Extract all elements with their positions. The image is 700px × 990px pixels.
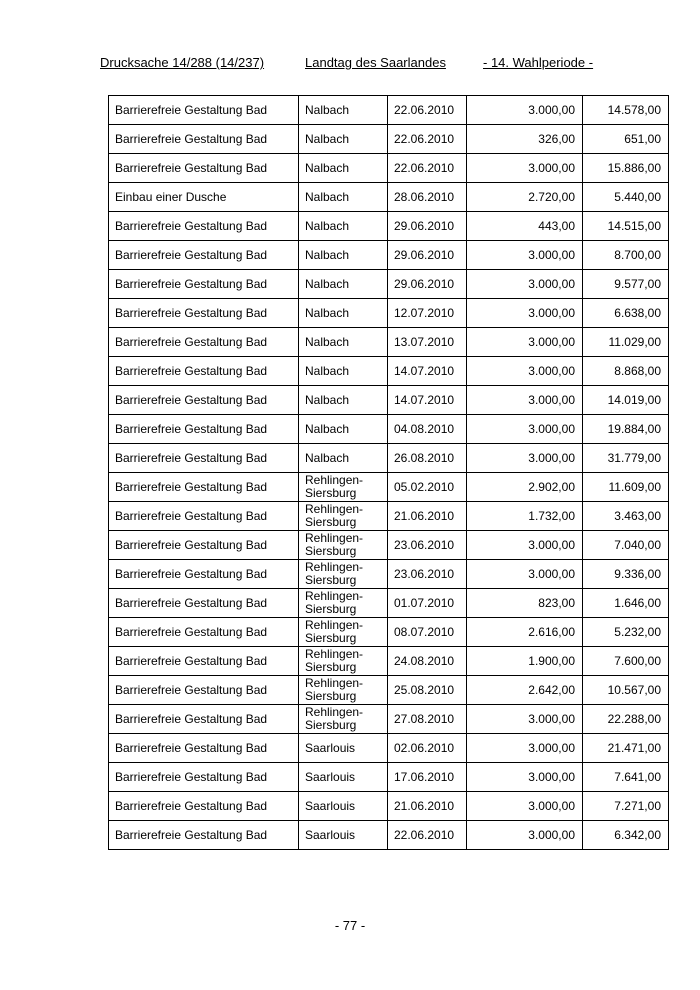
- place-cell: Rehlingen- Siersburg: [299, 647, 388, 676]
- total-cost-cell: 14.515,00: [583, 212, 669, 241]
- measure-cell: Barrierefreie Gestaltung Bad: [109, 676, 299, 705]
- date-cell: 13.07.2010: [388, 328, 467, 357]
- date-cell: 22.06.2010: [388, 154, 467, 183]
- measure-cell: Barrierefreie Gestaltung Bad: [109, 589, 299, 618]
- grant-amount-cell: 3.000,00: [467, 357, 583, 386]
- grant-amount-cell: 3.000,00: [467, 705, 583, 734]
- table-row: [109, 270, 669, 299]
- measure-cell: Barrierefreie Gestaltung Bad: [109, 328, 299, 357]
- table-row: [109, 125, 669, 154]
- grant-amount-cell: 3.000,00: [467, 328, 583, 357]
- grant-amount-cell: 3.000,00: [467, 560, 583, 589]
- grant-amount-cell: 3.000,00: [467, 734, 583, 763]
- total-cost-cell: 15.886,00: [583, 154, 669, 183]
- table-row: [109, 792, 669, 821]
- grant-amount-cell: 3.000,00: [467, 444, 583, 473]
- table-row: [109, 676, 669, 705]
- place-cell: Nalbach: [299, 241, 388, 270]
- table-row: [109, 154, 669, 183]
- grant-amount-cell: 2.902,00: [467, 473, 583, 502]
- grant-amount-cell: 3.000,00: [467, 821, 583, 850]
- grant-amount-cell: 823,00: [467, 589, 583, 618]
- date-cell: 21.06.2010: [388, 502, 467, 531]
- table-row: [109, 444, 669, 473]
- date-cell: 01.07.2010: [388, 589, 467, 618]
- date-cell: 22.06.2010: [388, 96, 467, 125]
- table-row: [109, 386, 669, 415]
- measure-cell: Barrierefreie Gestaltung Bad: [109, 502, 299, 531]
- table-row: [109, 96, 669, 125]
- date-cell: 02.06.2010: [388, 734, 467, 763]
- place-cell: Rehlingen- Siersburg: [299, 502, 388, 531]
- total-cost-cell: 8.868,00: [583, 357, 669, 386]
- total-cost-cell: 14.019,00: [583, 386, 669, 415]
- date-cell: 17.06.2010: [388, 763, 467, 792]
- table-row: [109, 357, 669, 386]
- table-row: [109, 328, 669, 357]
- place-cell: Nalbach: [299, 415, 388, 444]
- table-row: [109, 705, 669, 734]
- funding-table: [108, 95, 669, 850]
- measure-cell: Barrierefreie Gestaltung Bad: [109, 241, 299, 270]
- place-cell: Nalbach: [299, 386, 388, 415]
- grant-amount-cell: 3.000,00: [467, 299, 583, 328]
- table-row: [109, 560, 669, 589]
- total-cost-cell: 9.577,00: [583, 270, 669, 299]
- table-row: [109, 415, 669, 444]
- total-cost-cell: 11.609,00: [583, 473, 669, 502]
- place-cell: Rehlingen- Siersburg: [299, 589, 388, 618]
- measure-cell: Barrierefreie Gestaltung Bad: [109, 821, 299, 850]
- date-cell: 23.06.2010: [388, 531, 467, 560]
- place-cell: Rehlingen- Siersburg: [299, 473, 388, 502]
- total-cost-cell: 5.232,00: [583, 618, 669, 647]
- date-cell: 23.06.2010: [388, 560, 467, 589]
- table-row: [109, 531, 669, 560]
- total-cost-cell: 7.040,00: [583, 531, 669, 560]
- measure-cell: Barrierefreie Gestaltung Bad: [109, 531, 299, 560]
- grant-amount-cell: 2.642,00: [467, 676, 583, 705]
- grant-amount-cell: 2.720,00: [467, 183, 583, 212]
- date-cell: 14.07.2010: [388, 386, 467, 415]
- measure-cell: Barrierefreie Gestaltung Bad: [109, 560, 299, 589]
- total-cost-cell: 19.884,00: [583, 415, 669, 444]
- total-cost-cell: 31.779,00: [583, 444, 669, 473]
- parliament-name: Landtag des Saarlandes: [305, 55, 446, 70]
- grant-amount-cell: 3.000,00: [467, 386, 583, 415]
- table-row: [109, 821, 669, 850]
- measure-cell: Barrierefreie Gestaltung Bad: [109, 792, 299, 821]
- table-row: [109, 734, 669, 763]
- table-row: [109, 473, 669, 502]
- place-cell: Nalbach: [299, 154, 388, 183]
- date-cell: 27.08.2010: [388, 705, 467, 734]
- grant-amount-cell: 3.000,00: [467, 763, 583, 792]
- measure-cell: Barrierefreie Gestaltung Bad: [109, 473, 299, 502]
- measure-cell: Barrierefreie Gestaltung Bad: [109, 154, 299, 183]
- total-cost-cell: 8.700,00: [583, 241, 669, 270]
- place-cell: Saarlouis: [299, 792, 388, 821]
- table-row: [109, 183, 669, 212]
- grant-amount-cell: 3.000,00: [467, 96, 583, 125]
- total-cost-cell: 22.288,00: [583, 705, 669, 734]
- grant-amount-cell: 1.900,00: [467, 647, 583, 676]
- total-cost-cell: 1.646,00: [583, 589, 669, 618]
- date-cell: 26.08.2010: [388, 444, 467, 473]
- date-cell: 29.06.2010: [388, 212, 467, 241]
- measure-cell: Barrierefreie Gestaltung Bad: [109, 212, 299, 241]
- document-reference: Drucksache 14/288 (14/237): [100, 55, 265, 70]
- place-cell: Nalbach: [299, 212, 388, 241]
- date-cell: 28.06.2010: [388, 183, 467, 212]
- place-cell: Rehlingen- Siersburg: [299, 531, 388, 560]
- total-cost-cell: 9.336,00: [583, 560, 669, 589]
- table-row: [109, 618, 669, 647]
- total-cost-cell: 651,00: [583, 125, 669, 154]
- measure-cell: Barrierefreie Gestaltung Bad: [109, 299, 299, 328]
- table-row: [109, 589, 669, 618]
- total-cost-cell: 11.029,00: [583, 328, 669, 357]
- table-row: [109, 502, 669, 531]
- total-cost-cell: 3.463,00: [583, 502, 669, 531]
- grant-amount-cell: 3.000,00: [467, 531, 583, 560]
- table-row: [109, 647, 669, 676]
- place-cell: Rehlingen- Siersburg: [299, 560, 388, 589]
- table-row: [109, 299, 669, 328]
- date-cell: 08.07.2010: [388, 618, 467, 647]
- measure-cell: Barrierefreie Gestaltung Bad: [109, 386, 299, 415]
- grant-amount-cell: 3.000,00: [467, 241, 583, 270]
- place-cell: Rehlingen- Siersburg: [299, 705, 388, 734]
- place-cell: Nalbach: [299, 299, 388, 328]
- total-cost-cell: 7.271,00: [583, 792, 669, 821]
- measure-cell: Barrierefreie Gestaltung Bad: [109, 357, 299, 386]
- place-cell: Saarlouis: [299, 734, 388, 763]
- date-cell: 29.06.2010: [388, 270, 467, 299]
- measure-cell: Einbau einer Dusche: [109, 183, 299, 212]
- date-cell: 04.08.2010: [388, 415, 467, 444]
- total-cost-cell: 14.578,00: [583, 96, 669, 125]
- date-cell: 29.06.2010: [388, 241, 467, 270]
- place-cell: Nalbach: [299, 96, 388, 125]
- table-row: [109, 212, 669, 241]
- document-header: [100, 55, 600, 73]
- measure-cell: Barrierefreie Gestaltung Bad: [109, 96, 299, 125]
- table-row: [109, 241, 669, 270]
- page-number: - 77 -: [334, 918, 366, 933]
- legislative-period: - 14. Wahlperiode -: [483, 55, 594, 70]
- total-cost-cell: 21.471,00: [583, 734, 669, 763]
- place-cell: Nalbach: [299, 357, 388, 386]
- grant-amount-cell: 1.732,00: [467, 502, 583, 531]
- place-cell: Nalbach: [299, 270, 388, 299]
- date-cell: 12.07.2010: [388, 299, 467, 328]
- grant-amount-cell: 443,00: [467, 212, 583, 241]
- measure-cell: Barrierefreie Gestaltung Bad: [109, 705, 299, 734]
- measure-cell: Barrierefreie Gestaltung Bad: [109, 125, 299, 154]
- date-cell: 22.06.2010: [388, 821, 467, 850]
- measure-cell: Barrierefreie Gestaltung Bad: [109, 647, 299, 676]
- place-cell: Nalbach: [299, 125, 388, 154]
- total-cost-cell: 7.600,00: [583, 647, 669, 676]
- funding-table-body: [109, 96, 669, 850]
- measure-cell: Barrierefreie Gestaltung Bad: [109, 415, 299, 444]
- date-cell: 21.06.2010: [388, 792, 467, 821]
- date-cell: 24.08.2010: [388, 647, 467, 676]
- total-cost-cell: 10.567,00: [583, 676, 669, 705]
- place-cell: Nalbach: [299, 444, 388, 473]
- grant-amount-cell: 3.000,00: [467, 792, 583, 821]
- grant-amount-cell: 3.000,00: [467, 270, 583, 299]
- measure-cell: Barrierefreie Gestaltung Bad: [109, 618, 299, 647]
- place-cell: Nalbach: [299, 328, 388, 357]
- total-cost-cell: 7.641,00: [583, 763, 669, 792]
- place-cell: Saarlouis: [299, 821, 388, 850]
- grant-amount-cell: 2.616,00: [467, 618, 583, 647]
- total-cost-cell: 5.440,00: [583, 183, 669, 212]
- place-cell: Saarlouis: [299, 763, 388, 792]
- date-cell: 22.06.2010: [388, 125, 467, 154]
- total-cost-cell: 6.342,00: [583, 821, 669, 850]
- place-cell: Rehlingen- Siersburg: [299, 676, 388, 705]
- grant-amount-cell: 3.000,00: [467, 415, 583, 444]
- measure-cell: Barrierefreie Gestaltung Bad: [109, 734, 299, 763]
- measure-cell: Barrierefreie Gestaltung Bad: [109, 763, 299, 792]
- grant-amount-cell: 3.000,00: [467, 154, 583, 183]
- date-cell: 14.07.2010: [388, 357, 467, 386]
- measure-cell: Barrierefreie Gestaltung Bad: [109, 444, 299, 473]
- total-cost-cell: 6.638,00: [583, 299, 669, 328]
- date-cell: 25.08.2010: [388, 676, 467, 705]
- table-row: [109, 763, 669, 792]
- place-cell: Nalbach: [299, 183, 388, 212]
- grant-amount-cell: 326,00: [467, 125, 583, 154]
- measure-cell: Barrierefreie Gestaltung Bad: [109, 270, 299, 299]
- place-cell: Rehlingen- Siersburg: [299, 618, 388, 647]
- date-cell: 05.02.2010: [388, 473, 467, 502]
